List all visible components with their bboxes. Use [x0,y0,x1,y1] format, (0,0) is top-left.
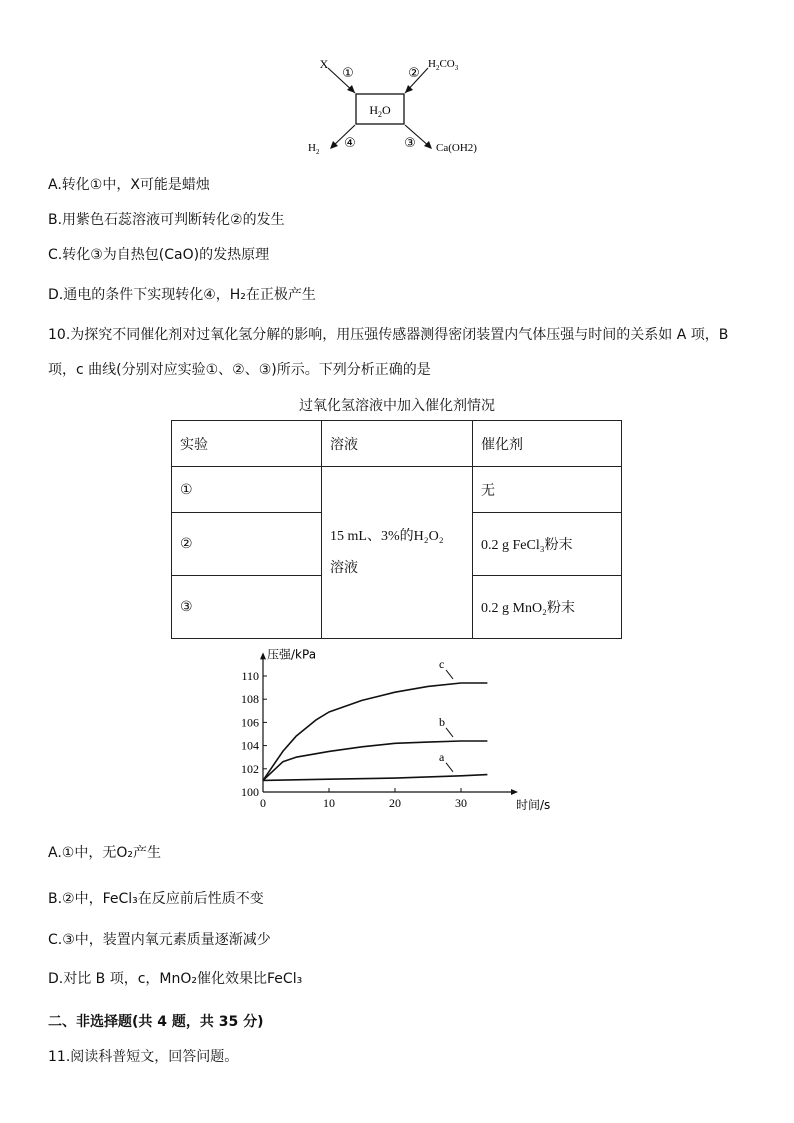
q9-option-a: A.转化①中，X可能是蜡烛 [48,177,210,193]
experiment-table [171,420,622,639]
q10-option-a: A.①中，无O₂产生 [48,845,161,861]
q10-stem-line2: 项，c 曲线(分别对应实验①、②、③)所示。下列分析正确的是 [48,362,431,378]
section-heading: 二、非选择题(共 4 题，共 35 分) [48,1014,264,1030]
q9-option-b: B.用紫色石蕊溶液可判断转化②的发生 [48,212,285,228]
node-x: X [319,57,329,71]
y-axis-arrow [260,652,266,659]
center-box [356,94,404,124]
catalyst-cell: 无 [473,467,622,513]
x-tick-label: 20 [389,796,401,810]
series-label-c: c [439,656,445,671]
node-h2co3: $H_2CO_3$ [428,58,459,72]
series-leader-c [446,670,453,679]
x-axis-label: 时间/s [516,798,551,812]
x-tick-label: 0 [260,796,266,810]
catalyst-cell: 0.2 g MnO₂粉末 [473,576,622,639]
y-tick-label: 100 [241,785,259,799]
solution-cell [322,467,473,639]
exp-cell: ③ [172,576,322,639]
q10-stem-line1: 10.为探究不同催化剂对过氧化氢分解的影响，用压强传感器测得密闭装置内气体压强与时间的关系如 A 项，B [48,327,729,343]
series-label-b: b [439,714,445,729]
exp-cell: ① [172,467,322,513]
solution-line1: 15 mL、3%的H₂O₂ [330,528,444,544]
x-tick-label: 10 [323,796,335,810]
q9-option-c: C.转化③为自热包(CaO)的发热原理 [48,247,270,263]
series-line-b [263,741,487,780]
q10-option-b: B.②中，FeCl₃在反应前后性质不变 [48,891,264,907]
series-label-a: a [439,749,445,764]
y-tick-label: 102 [241,761,259,776]
node-h2: $H_2$ [308,142,320,156]
y-axis-label: 压强/kPa [267,647,317,662]
solution-line2: 溶液 [330,560,358,576]
series-line-c [263,683,487,780]
reaction-diagram [300,52,500,162]
y-tick-label: 104 [241,738,259,753]
table-title: 过氧化氢溶液中加入催化剂情况 [299,398,495,414]
table-header-row [172,421,622,467]
x-axis-arrow [511,789,518,795]
step-mark-4: ④ [344,136,356,151]
q11-stem: 11.阅读科普短文，回答问题。 [48,1049,239,1065]
header-catalyst: 催化剂 [473,421,622,467]
step-mark-1: ① [342,66,354,81]
pressure-chart [230,646,560,821]
x-tick-label: 30 [455,796,467,810]
node-caoh2: Ca(OH2) [436,142,477,154]
series-leader-a [446,763,453,772]
series-line-a [263,775,487,781]
step-mark-3: ③ [404,136,416,151]
q9-option-d: D.通电的条件下实现转化④，H₂在正极产生 [48,287,316,303]
center-label: $H_2O$ [369,103,391,119]
table-row [172,467,622,513]
header-solution: 溶液 [322,421,473,467]
header-exp: 实验 [172,421,322,467]
exp-cell: ② [172,513,322,576]
q10-option-c: C.③中，装置内氧元素质量逐渐减少 [48,932,271,948]
y-tick-label: 106 [241,715,259,730]
catalyst-cell: 0.2 g FeCl₃粉末 [473,513,622,576]
series-leader-b [446,728,453,737]
y-tick-label: 108 [241,692,259,707]
step-mark-2: ② [408,66,420,81]
y-tick-label: 110 [241,669,259,683]
q10-option-d: D.对比 B 项，c，MnO₂催化效果比FeCl₃ [48,971,303,987]
